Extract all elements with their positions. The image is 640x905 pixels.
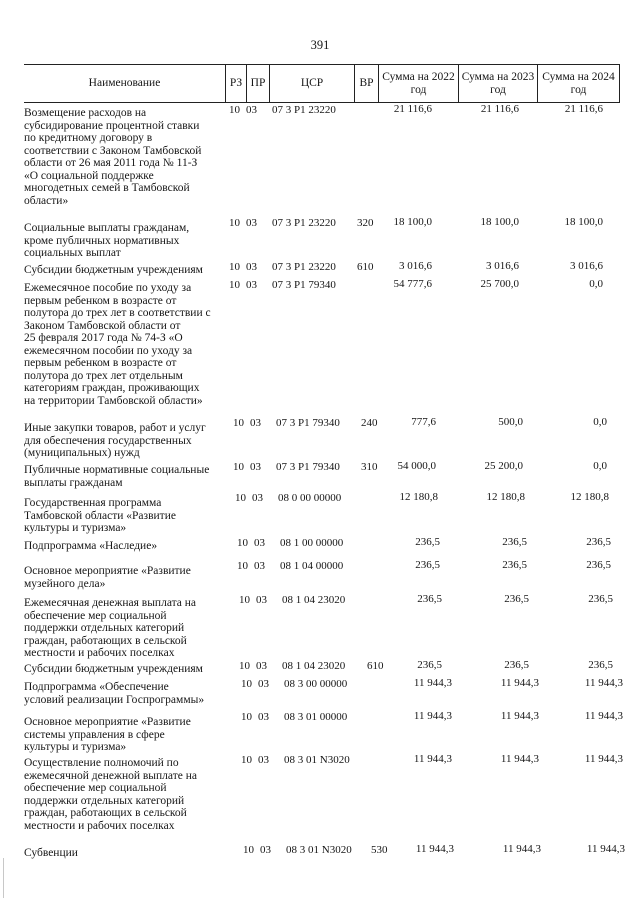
cell-sum-2022: 236,5 <box>417 659 442 671</box>
cell-sum-2024: 236,5 <box>588 659 613 671</box>
cell-rz: 10 <box>229 217 240 229</box>
cell-sum-2024: 0,0 <box>593 460 607 472</box>
cell-pr: 03 <box>260 844 271 856</box>
cell-sum-2024: 18 100,0 <box>564 216 603 228</box>
cell-sum-2024: 12 180,8 <box>570 491 609 503</box>
cell-sum-2023: 3 016,6 <box>486 260 519 272</box>
cell-sum-2023: 236,5 <box>504 659 529 671</box>
cell-rz: 10 <box>235 492 246 504</box>
cell-rz: 10 <box>237 560 248 572</box>
cell-name: Субвенции <box>24 847 78 859</box>
cell-name: Социальные выплаты гражданам, кроме публичных нормативных социальных выплат <box>24 222 190 259</box>
cell-sum-2024: 11 944,3 <box>586 843 625 855</box>
cell-sum-2022: 11 944,3 <box>413 677 452 689</box>
cell-pr: 03 <box>254 560 265 572</box>
header-sum-2024: Сумма на 2024 год <box>537 65 620 102</box>
cell-name: Государственная программа Тамбовской области «Развитие культуры и туризма» <box>24 497 176 534</box>
cell-sum-2023: 25 200,0 <box>484 460 523 472</box>
cell-sum-2022: 54 000,0 <box>397 460 436 472</box>
cell-sum-2024: 236,5 <box>586 536 611 548</box>
cell-pr: 03 <box>258 678 269 690</box>
cell-csr: 07 3 Р1 79340 <box>276 417 340 429</box>
cell-name: Основное мероприятие «Развитие системы управления в сфере культуры и туризма» <box>24 716 191 753</box>
cell-name: Иные закупки товаров, работ и услуг для обеспечения государственных (муниципальных) нужд <box>24 422 206 459</box>
cell-name: Подпрограмма «Обеспечение условий реализации Госпрограммы» <box>24 681 205 706</box>
cell-csr: 08 3 01 N3020 <box>284 754 350 766</box>
cell-csr: 08 3 01 00000 <box>284 711 348 723</box>
cell-sum-2022: 236,5 <box>415 536 440 548</box>
cell-rz: 10 <box>233 461 244 473</box>
cell-csr: 07 3 Р1 23220 <box>272 217 336 229</box>
cell-sum-2023: 236,5 <box>504 593 529 605</box>
cell-rz: 10 <box>237 537 248 549</box>
cell-sum-2023: 11 944,3 <box>500 753 539 765</box>
cell-sum-2024: 236,5 <box>586 559 611 571</box>
cell-sum-2022: 21 116,6 <box>393 103 432 115</box>
cell-vr: 320 <box>357 217 374 229</box>
cell-sum-2023: 236,5 <box>502 536 527 548</box>
cell-rz: 10 <box>239 594 250 606</box>
cell-rz: 10 <box>229 261 240 273</box>
cell-sum-2022: 236,5 <box>415 559 440 571</box>
cell-pr: 03 <box>246 217 257 229</box>
cell-name: Возмещение расходов на субсидирование процентной ставки по кредитному договору в соответствии с Законом Тамбовской области от 26 мая 2011 года № 11-З «О социальной поддержке многодетных семей в Тамбовской области» <box>24 107 202 207</box>
cell-name: Ежемесячное пособие по уходу за первым ребенком в возрасте от полутора до трех лет в соответствии с Законом Тамбовской области от 25 февраля 2017 года № 74-З «О ежемесячном пособии по уходу за первым ребенком в возрасте от полутора до трех лет отдельным категориям граждан, проживающих на территории Тамбовской области» <box>24 282 211 407</box>
header-vr: ВР <box>354 65 378 102</box>
cell-sum-2024: 11 944,3 <box>584 710 623 722</box>
cell-name: Субсидии бюджетным учреждениям <box>24 663 203 675</box>
cell-sum-2023: 11 944,3 <box>502 843 541 855</box>
cell-sum-2022: 777,6 <box>411 416 436 428</box>
cell-sum-2023: 21 116,6 <box>480 103 519 115</box>
header-name: Наименование <box>88 77 161 89</box>
header-csr: ЦСР <box>269 65 354 102</box>
cell-rz: 10 <box>241 711 252 723</box>
cell-csr: 08 0 00 00000 <box>278 492 342 504</box>
cell-sum-2023: 11 944,3 <box>500 710 539 722</box>
cell-csr: 08 1 04 00000 <box>280 560 344 572</box>
cell-sum-2023: 500,0 <box>498 416 523 428</box>
cell-sum-2024: 21 116,6 <box>564 103 603 115</box>
cell-pr: 03 <box>246 279 257 291</box>
cell-pr: 03 <box>246 261 257 273</box>
cell-csr: 07 3 Р1 23220 <box>272 261 336 273</box>
cell-pr: 03 <box>258 711 269 723</box>
cell-vr: 310 <box>361 461 378 473</box>
page-number: 391 <box>310 38 330 52</box>
cell-csr: 07 3 Р1 23220 <box>272 104 336 116</box>
cell-sum-2022: 12 180,8 <box>399 491 438 503</box>
cell-sum-2022: 11 944,3 <box>413 753 452 765</box>
cell-sum-2023: 25 700,0 <box>480 278 519 290</box>
cell-pr: 03 <box>254 537 265 549</box>
table-header <box>24 64 620 103</box>
cell-csr: 08 1 04 23020 <box>282 594 346 606</box>
cell-pr: 03 <box>256 660 267 672</box>
cell-name: Осуществление полномочий по ежемесячной денежной выплате на обеспечение мер социальной поддержки отдельных категорий граждан, работающих в сельской местности и рабочих поселках <box>24 757 197 832</box>
cell-vr: 530 <box>371 844 388 856</box>
cell-rz: 10 <box>241 678 252 690</box>
cell-sum-2024: 236,5 <box>588 593 613 605</box>
cell-name: Основное мероприятие «Развитие музейного дела» <box>24 565 191 590</box>
cell-vr: 240 <box>361 417 378 429</box>
cell-sum-2023: 18 100,0 <box>480 216 519 228</box>
cell-rz: 10 <box>241 754 252 766</box>
header-pr: ПР <box>246 65 269 102</box>
header-rz: РЗ <box>225 65 246 102</box>
cell-vr: 610 <box>367 660 384 672</box>
cell-rz: 10 <box>243 844 254 856</box>
cell-sum-2023: 236,5 <box>502 559 527 571</box>
cell-csr: 08 3 01 N3020 <box>286 844 352 856</box>
cell-sum-2023: 11 944,3 <box>500 677 539 689</box>
cell-vr: 610 <box>357 261 374 273</box>
cell-sum-2024: 3 016,6 <box>570 260 603 272</box>
cell-csr: 07 3 Р1 79340 <box>272 279 336 291</box>
cell-sum-2022: 11 944,3 <box>415 843 454 855</box>
cell-pr: 03 <box>250 417 261 429</box>
cell-rz: 10 <box>233 417 244 429</box>
cell-csr: 08 3 00 00000 <box>284 678 348 690</box>
cell-rz: 10 <box>229 104 240 116</box>
cell-sum-2022: 54 777,6 <box>393 278 432 290</box>
scan-edge-mark <box>3 858 4 898</box>
cell-name: Подпрограмма «Наследие» <box>24 540 158 552</box>
cell-sum-2022: 236,5 <box>417 593 442 605</box>
cell-sum-2024: 11 944,3 <box>584 677 623 689</box>
cell-rz: 10 <box>229 279 240 291</box>
cell-name: Ежемесячная денежная выплата на обеспечение мер социальной поддержки отдельных категорий граждан, работающих в сельской местности и рабочих поселках <box>24 597 197 659</box>
cell-sum-2024: 11 944,3 <box>584 753 623 765</box>
cell-sum-2023: 12 180,8 <box>486 491 525 503</box>
cell-name: Публичные нормативные социальные выплаты гражданам <box>24 464 210 489</box>
header-sum-2022: Сумма на 2022 год <box>378 65 458 102</box>
cell-sum-2022: 18 100,0 <box>393 216 432 228</box>
cell-sum-2022: 3 016,6 <box>399 260 432 272</box>
cell-pr: 03 <box>246 104 257 116</box>
cell-rz: 10 <box>239 660 250 672</box>
cell-pr: 03 <box>250 461 261 473</box>
cell-sum-2022: 11 944,3 <box>413 710 452 722</box>
cell-csr: 07 3 Р1 79340 <box>276 461 340 473</box>
cell-name: Субсидии бюджетным учреждениям <box>24 264 203 276</box>
cell-pr: 03 <box>256 594 267 606</box>
cell-csr: 08 1 04 23020 <box>282 660 346 672</box>
cell-sum-2024: 0,0 <box>589 278 603 290</box>
cell-csr: 08 1 00 00000 <box>280 537 344 549</box>
header-sum-2023: Сумма на 2023 год <box>458 65 537 102</box>
cell-sum-2024: 0,0 <box>593 416 607 428</box>
cell-pr: 03 <box>252 492 263 504</box>
cell-pr: 03 <box>258 754 269 766</box>
